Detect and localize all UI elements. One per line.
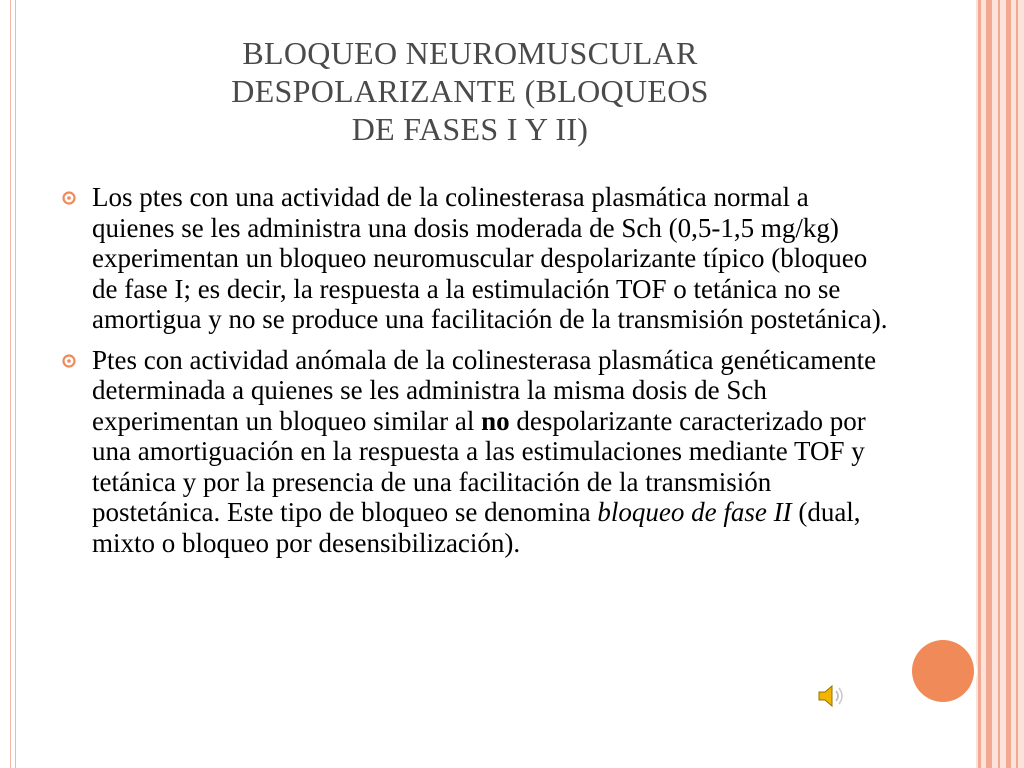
bullet-icon <box>62 191 76 205</box>
slide-title <box>150 34 790 148</box>
speaker-icon[interactable] <box>816 684 846 708</box>
bullet-text: Los ptes con una actividad de la colinesterasa plasmática normal a quienes se les administra una dosis moderada de Sch (0,5-1,5 mg/kg) experimentan un bloqueo neuromuscular despolarizante típico (bloqueo de fase I; es decir, la respuesta a la estimulación TOF o tetánica no se amortigua y no se produce una facilitación de la transmisión postetánica). <box>92 182 888 334</box>
bullet-item <box>62 345 892 559</box>
bullet-text: (dual, mixto o bloqueo por desensibilización). <box>92 497 861 558</box>
bullet-icon <box>62 354 76 368</box>
bullet-text: Ptes con actividad anómala de la colinesterasa plasmática genéticamente determinada a quienes se les administra la misma dosis de Sch experimentan un bloqueo similar al <box>92 344 877 436</box>
decorative-circle <box>912 640 974 702</box>
title-line: DESPOLARIZANTE (BLOQUEOS <box>231 73 709 109</box>
right-border-decoration <box>976 0 1024 768</box>
bullet-text: despolarizante caracterizado por una amortiguación en la respuesta a las estimulaciones mediante TOF y tetánica y por la presencia de una facilitación de la transmisión postetánica. Este tipo de bloqueo se denomina <box>92 405 866 527</box>
bold-text: no <box>481 405 510 436</box>
title-line: BLOQUEO NEUROMUSCULAR <box>242 35 698 71</box>
left-border-decoration <box>10 0 16 768</box>
slide-body <box>62 182 892 568</box>
bullet-item <box>62 182 892 335</box>
title-line: DE FASES I Y II) <box>351 111 589 147</box>
italic-text: bloqueo de fase II <box>597 497 792 527</box>
